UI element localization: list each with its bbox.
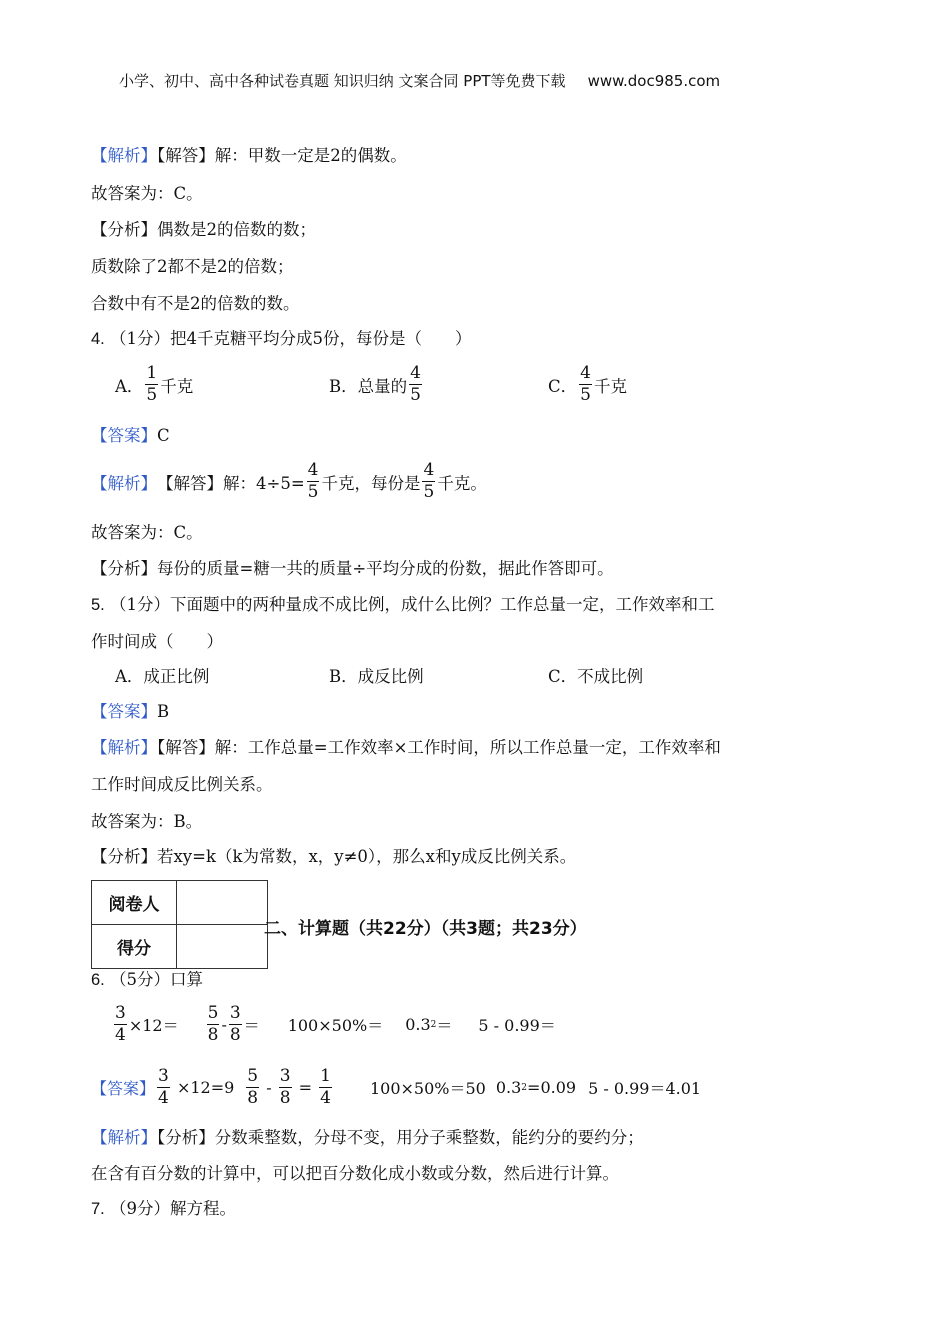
q5-score: （1分） — [110, 595, 171, 614]
denominator: 4 — [115, 1025, 126, 1045]
page-header — [119, 70, 720, 91]
section-title: 二、计算题（共22分）（共3题；共23分） — [264, 919, 587, 939]
q5-jieda-text: 解：工作总量=工作效率×工作时间，所以工作总量一定，工作效率和 — [214, 738, 721, 757]
fraction — [157, 1068, 170, 1107]
denominator: 5 — [307, 482, 319, 502]
q4-fenxi-text: 每份的质量=糖一共的质量÷平均分成的份数，据此作答即可。 — [157, 559, 614, 578]
tag-fenxi: 【分析】 — [91, 847, 157, 866]
answer-5: 5 - 0.99＝4.01 — [588, 1079, 702, 1098]
fraction — [246, 1068, 259, 1107]
q5-number: 5. — [91, 596, 105, 614]
answer-3: 100×50%＝50 — [369, 1079, 486, 1098]
q5-option-c: C．不成比例 — [548, 667, 644, 686]
q5-option-b: B．成反比例 — [329, 667, 424, 686]
denominator: 5 — [423, 482, 435, 502]
denominator: 4 — [158, 1088, 169, 1108]
tag-daan: 【答案】 — [91, 426, 157, 445]
q6-number: 6. — [91, 971, 105, 989]
numerator: 4 — [307, 460, 319, 480]
q4-number: 4. — [91, 330, 105, 348]
fraction — [229, 1005, 242, 1044]
q3-jieda — [91, 146, 407, 166]
q4-option-b — [329, 365, 424, 404]
denominator: 8 — [207, 1025, 219, 1045]
tag-jieda: 【解答】 — [157, 738, 215, 757]
tag-daan: 【答案】 — [91, 1079, 156, 1098]
option-c-prefix: C． — [548, 376, 578, 396]
numerator: 1 — [320, 1066, 331, 1086]
tag-jieda: 【解答】 — [157, 473, 223, 493]
q5-jieda-1 — [91, 738, 721, 758]
q4-answer-value: C — [157, 426, 170, 445]
denominator: 4 — [320, 1088, 331, 1108]
fraction — [579, 365, 592, 404]
q5-stem-1 — [91, 595, 715, 615]
reviewer-cell — [177, 881, 268, 925]
q5-fenxi-text: 若xy=k（k为常数，x，y≠0），那么x和y成反比例关系。 — [157, 847, 577, 866]
q6-stem — [91, 970, 203, 990]
q5-jieda-2: 工作时间成反比例关系。 — [91, 775, 273, 794]
numerator: 3 — [115, 1003, 126, 1023]
q5-answer-line: 故答案为：B。 — [91, 812, 203, 831]
q6-answers — [91, 1068, 701, 1107]
tag-fenxi: 【分析】 — [157, 1128, 215, 1147]
fraction — [279, 1068, 292, 1107]
q6-problems — [112, 1005, 556, 1044]
denominator: 8 — [229, 1025, 241, 1045]
q6-fenxi-1 — [91, 1128, 644, 1148]
numerator: 1 — [146, 363, 158, 383]
exponent: 2 — [521, 1082, 528, 1093]
q7-number: 7. — [91, 1200, 105, 1218]
fraction — [114, 1005, 127, 1044]
q4-option-a — [115, 365, 193, 404]
reviewer-label: 阅卷人 — [92, 881, 177, 925]
score-table — [91, 880, 268, 969]
problem-3: 100×50%＝ — [287, 1016, 384, 1035]
tag-fenxi: 【分析】 — [91, 559, 157, 578]
denominator: 5 — [146, 385, 158, 405]
numerator: 5 — [207, 1003, 219, 1023]
tag-jiexi: 【解析】 — [91, 738, 157, 757]
fraction — [307, 462, 320, 501]
tag-jiexi: 【解析】 — [91, 146, 157, 165]
q6-fenxi-2: 在含有百分数的计算中，可以把百分数化成小数或分数，然后进行计算。 — [91, 1164, 619, 1183]
header-url[interactable]: www.doc985.com — [587, 72, 721, 90]
q5-stem-2: 作时间成（ ） — [91, 632, 223, 651]
q4-fenxi — [91, 559, 614, 579]
tag-fenxi: 【分析】 — [91, 220, 157, 239]
header-text: 小学、初中、高中各种试卷真题 知识归纳 文案合同 PPT等免费下载 — [119, 72, 566, 90]
problem-4-base: 0.3 — [405, 1015, 431, 1034]
tag-jiexi: 【解析】 — [91, 1128, 157, 1147]
q4-option-c — [548, 365, 627, 404]
q3-fenxi — [91, 220, 316, 240]
numerator: 5 — [247, 1066, 259, 1086]
q5-stem-text: 下面题中的两种量成不成比例，成什么比例？工作总量一定，工作效率和工 — [170, 595, 715, 614]
option-a-prefix: A． — [115, 376, 144, 396]
problem-1-rest: ×12＝ — [128, 1016, 179, 1035]
q4-stem-text: 把4千克糖平均分成5份，每份是（ ） — [170, 329, 472, 348]
numerator: 4 — [410, 363, 421, 383]
operator: - — [221, 1015, 227, 1034]
q4-jieda-end: 千克。 — [437, 473, 487, 493]
exponent: 2 — [430, 1019, 437, 1030]
q4-score: （1分） — [110, 329, 171, 348]
operator: - — [266, 1078, 272, 1097]
q4-jieda-pre: 解：4÷5= — [223, 473, 305, 493]
fraction — [145, 365, 158, 404]
q3-jieda-text: 解：甲数一定是2的偶数。 — [214, 146, 407, 165]
q5-fenxi — [91, 847, 576, 867]
numerator: 3 — [229, 1003, 241, 1023]
q4-jieda-mid: 千克，每份是 — [321, 473, 421, 493]
fraction — [422, 462, 435, 501]
fraction — [207, 1005, 220, 1044]
numerator: 3 — [158, 1066, 169, 1086]
q5-answer — [91, 702, 169, 722]
denominator: 8 — [279, 1088, 291, 1108]
problem-5: 5 - 0.99＝ — [478, 1016, 556, 1035]
q6-stem-text: 口算 — [170, 970, 204, 989]
q4-answer — [91, 426, 170, 446]
q5-answer-value: B — [157, 702, 170, 721]
numerator: 4 — [580, 363, 591, 383]
option-b-prefix: B．总量的 — [329, 376, 408, 396]
q6-score: （5分） — [110, 970, 171, 989]
answer-4-rest: =0.09 — [527, 1078, 577, 1097]
answer-4-base: 0.3 — [495, 1078, 522, 1097]
q7-stem — [91, 1199, 236, 1219]
q4-answer-line: 故答案为：C。 — [91, 523, 203, 542]
denominator: 5 — [410, 385, 421, 405]
score-cell — [177, 925, 268, 969]
problem-2-rest: ＝ — [243, 1016, 260, 1035]
numerator: 3 — [279, 1066, 291, 1086]
option-a-suffix: 千克 — [160, 376, 194, 396]
q3-fenxi-1: 偶数是2的倍数的数； — [157, 220, 316, 239]
tag-jieda: 【解答】 — [157, 146, 215, 165]
tag-daan: 【答案】 — [91, 702, 157, 721]
equals: = — [298, 1078, 313, 1097]
fraction — [409, 365, 422, 404]
q7-stem-text: 解方程。 — [170, 1199, 237, 1218]
denominator: 8 — [247, 1088, 259, 1108]
numerator: 4 — [423, 460, 435, 480]
q6-fenxi-text: 分数乘整数，分母不变，用分子乘整数，能约分的要约分； — [214, 1128, 644, 1147]
q3-fenxi-3: 合数中有不是2的倍数的数。 — [91, 294, 300, 313]
tag-jiexi: 【解析】 — [91, 473, 157, 493]
q4-stem — [91, 329, 472, 349]
problem-4-rest: ＝ — [436, 1016, 453, 1035]
q3-fenxi-2: 质数除了2都不是2的倍数； — [91, 257, 294, 276]
q5-option-a: A．成正比例 — [115, 667, 210, 686]
q3-answer-line: 故答案为：C。 — [91, 184, 203, 203]
q7-score: （9分） — [110, 1199, 171, 1218]
score-label: 得分 — [92, 925, 177, 969]
q4-jieda — [91, 462, 487, 501]
option-c-suffix: 千克 — [593, 376, 627, 396]
fraction — [319, 1068, 332, 1107]
denominator: 5 — [580, 385, 591, 405]
answer-1-rest: ×12=9 — [176, 1078, 235, 1097]
